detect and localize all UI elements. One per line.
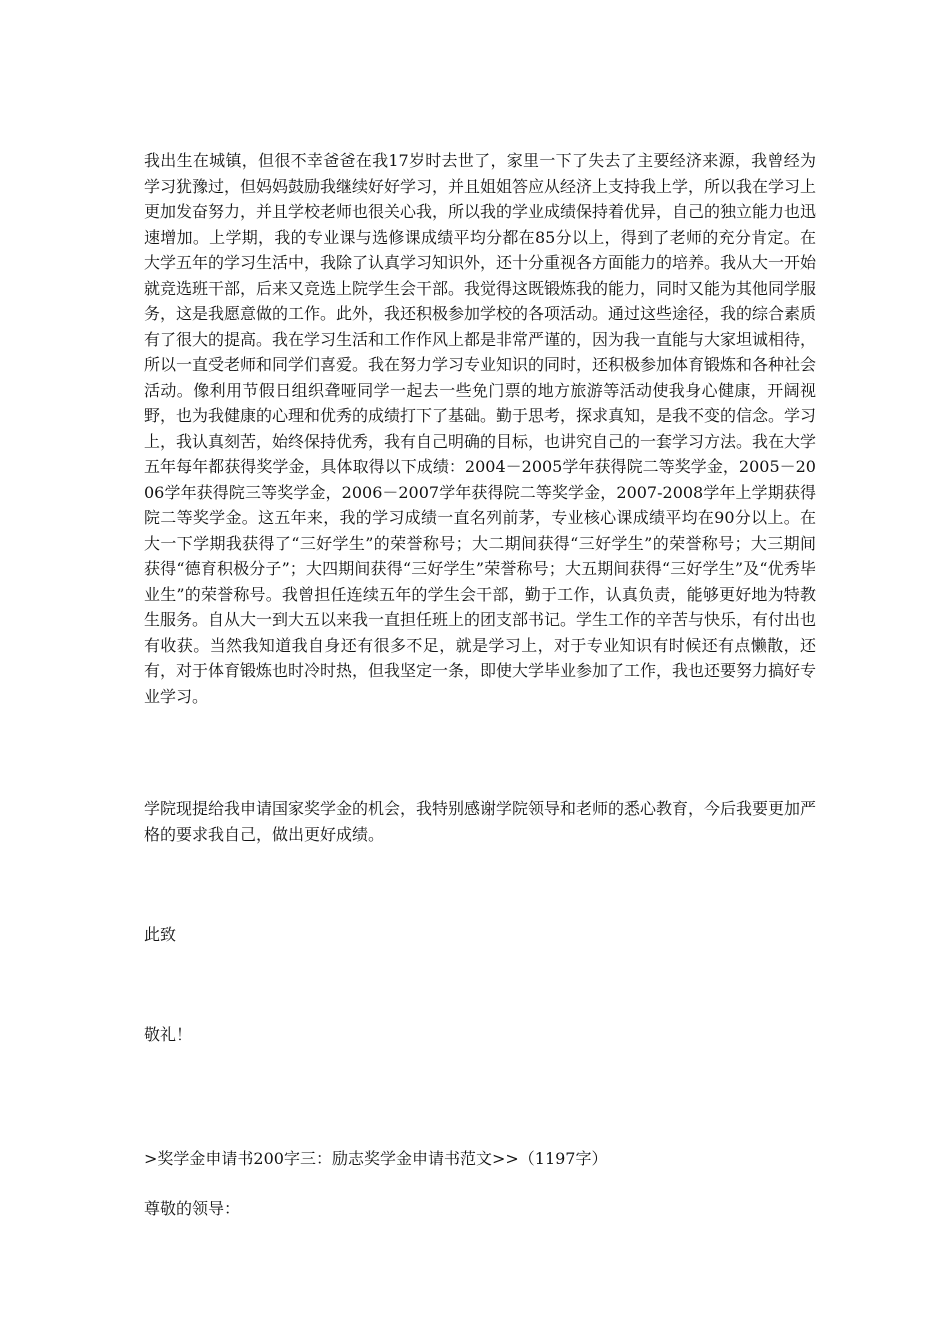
greeting-line: 尊敬的领导： xyxy=(144,1199,241,1218)
thanks-paragraph: 学院现提给我申请国家奖学金的机会，我特别感谢学院领导和老师的悉心教育，今后我要更加严格的要求我自己，做出更好成绩。 xyxy=(144,799,817,844)
closing-salutation: 此致 xyxy=(144,925,177,944)
closing-regards: 敬礼！ xyxy=(144,1025,193,1044)
body-paragraph: 我出生在城镇，但很不幸爸爸在我17岁时去世了，家里一下了失去了主要经济来源，我曾经为学习犹豫过，但妈妈鼓励我继续好好学习，并且姐姐答应从经济上支持我上学，所以我在学习上更加发奋努力，并且学校老师也很关心我，所以我的学业成绩保持着优异，自己的独立能力也迅速增加。上学期，我的专业课与选修课成绩平均分都在85分以上，得到了老师的充分肯定。在大学五年的学习生活中，我除了认真学习知识外，还十分重视各方面能力的培养。我从大一开始就竞选班干部，后来又竞选上院学生会干部。我觉得这既锻炼我的能力，同时又能为其他同学服务，这是我愿意做的工作。此外，我还积极参加学校的各项活动。通过这些途径，我的综合素质有了很大的提高。我在学习生活和工作作风上都是非常严谨的，因为我一直能与大家坦诚相待，所以一直受老师和同学们喜爱。我在努力学习专业知识的同时，还积极参加体育锻炼和各种社会活动。像利用节假日组织聋哑同学一起去一些免门票的地方旅游等活动使我身心健康，开阔视野，也为我健康的心理和优秀的成绩打下了基础。勤于思考，探求真知，是我不变的信念。学习上，我认真刻苦，始终保持优秀，我有自己明确的目标，也讲究自己的一套学习方法。我在大学五年每年都获得奖学金，具体取得以下成绩：2004－2005学年获得院二等奖学金，2005－2006学年获得院三等奖学金，2006－2007学年获得院二等奖学金，2007-2008学年上学期获得院二等奖学金。这五年来，我的学习成绩一直名列前茅，专业核心课成绩平均在90分以上。在大一下学期我获得了“三好学生”的荣誉称号；大二期间获得“三好学生”的荣誉称号；大三期间获得“德育积极分子”；大四期间获得“三好学生”荣誉称号；大五期间获得“三好学生”及“优秀毕业生”的荣誉称号。我曾担任连续五年的学生会干部，勤于工作，认真负责，能够更好地为特教生服务。自从大一到大五以来我一直担任班上的团支部书记。学生工作的辛苦与快乐，有付出也有收获。当然我知道我自身还有很多不足，就是学习上，对于专业知识有时候还有点懒散，还有，对于体育锻炼也时冷时热，但我坚定一条，即使大学毕业参加了工作，我也还要努力搞好专业学习。 xyxy=(144,151,817,706)
next-article-link[interactable]: >奖学金申请书200字三：励志奖学金申请书范文>>（1197字） xyxy=(144,1149,608,1168)
